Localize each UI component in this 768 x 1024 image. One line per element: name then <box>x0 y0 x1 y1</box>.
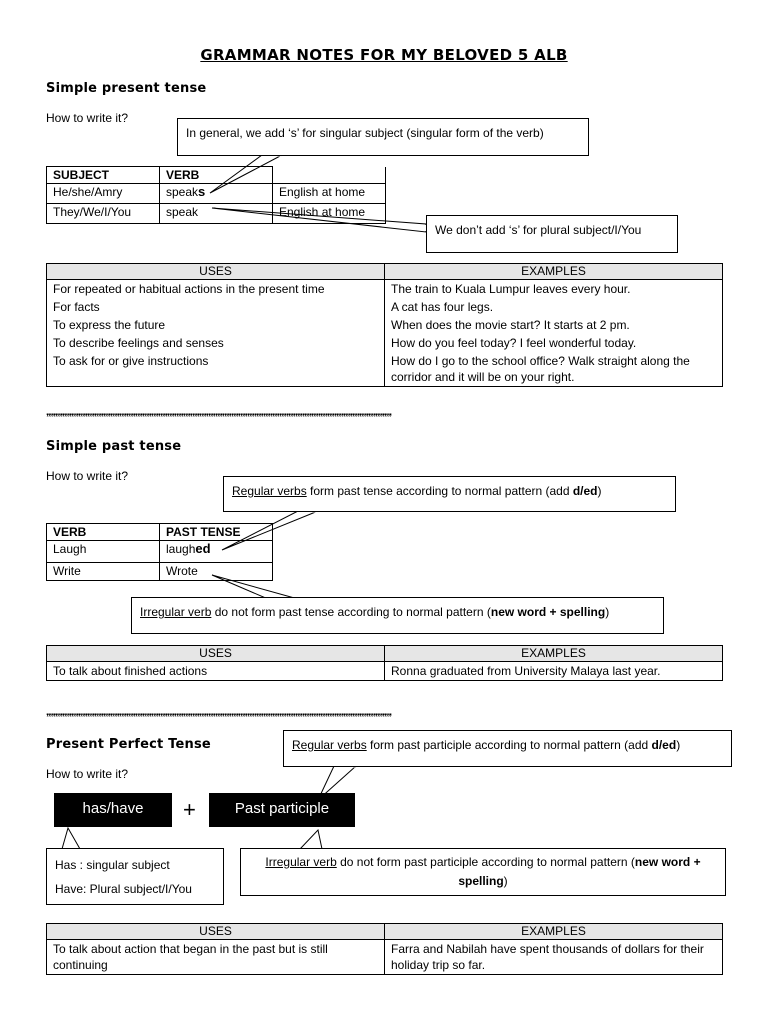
table-row <box>47 204 386 224</box>
table-row <box>47 298 723 316</box>
past-suffix: ed <box>195 541 211 556</box>
subject-cell: They/We/I/You <box>47 204 160 224</box>
table-row <box>47 184 386 204</box>
example-cell: How do you feel today? I feel wonderful today. <box>385 334 723 352</box>
how-to-label: How to write it? <box>46 767 129 781</box>
past-cell: laughed <box>160 541 273 563</box>
table-row <box>47 280 723 299</box>
callout-regular-participle: Regular verbs form past participle according to normal pattern (add d/ed) <box>283 730 732 767</box>
callout-irregular-participle: Irregular verb do not form past participle according to normal pattern (new word + spelling) <box>240 848 726 896</box>
header-examples: EXAMPLES <box>385 924 723 940</box>
verb-suffix: s <box>198 184 206 199</box>
section-heading-simple-present: Simple present tense <box>46 81 207 96</box>
use-cell: To express the future <box>47 316 385 334</box>
past-form-table <box>46 523 273 581</box>
present-uses-table <box>46 263 723 387</box>
callout-irregular-past: Irregular verb do not form past tense according to normal pattern (new word + spelling) <box>131 597 664 634</box>
header-uses: USES <box>47 264 385 280</box>
header-subject: SUBJECT <box>47 167 160 184</box>
example-cell: When does the movie start? It starts at 2 pm. <box>385 316 723 334</box>
object-cell: English at home <box>273 184 386 204</box>
header-uses: USES <box>47 646 385 662</box>
past-uses-table <box>46 645 723 681</box>
perfect-uses-table <box>46 923 723 975</box>
page-title: GRAMMAR NOTES FOR MY BELOVED 5 ALB <box>200 46 568 64</box>
use-cell: To ask for or give instructions <box>47 352 385 387</box>
use-cell: For repeated or habitual actions in the present time <box>47 280 385 299</box>
use-cell: To talk about action that began in the past but is still continuing <box>47 940 385 975</box>
table-row <box>47 352 723 387</box>
pointer-irregular-participle <box>300 830 322 849</box>
callout-regular-past: Regular verbs form past tense according to normal pattern (add d/ed) <box>223 476 676 512</box>
callout-singular: In general, we add ‘s’ for singular subject (singular form of the verb) <box>177 118 589 156</box>
verb-cell: speak <box>160 204 273 224</box>
example-cell: How do I go to the school office? Walk straight along the corridor and it will be on your right. <box>385 352 723 387</box>
callout-plural: We don’t add ‘s’ for plural subject/I/You <box>426 215 678 253</box>
table-row <box>47 541 273 563</box>
object-cell: English at home <box>273 204 386 224</box>
example-cell: The train to Kuala Lumpur leaves every hour. <box>385 280 723 299</box>
pointer-has-have <box>62 828 80 849</box>
verb-cell: speaks <box>160 184 273 204</box>
example-cell: Farra and Nabilah have spent thousands of dollars for their holiday trip so far. <box>385 940 723 975</box>
subject-cell: He/she/Amry <box>47 184 160 204</box>
example-cell: A cat has four legs. <box>385 298 723 316</box>
plus-sign: + <box>183 797 196 822</box>
section-heading-simple-past: Simple past tense <box>46 439 182 454</box>
example-cell: Ronna graduated from University Malaya last year. <box>385 662 723 681</box>
table-row <box>47 334 723 352</box>
section-heading-present-perfect: Present Perfect Tense <box>46 737 211 752</box>
use-cell: To describe feelings and senses <box>47 334 385 352</box>
table-row <box>47 563 273 581</box>
header-verb: VERB <box>160 167 273 184</box>
header-past-tense: PAST TENSE <box>160 524 273 541</box>
section-divider: ,,,,,,,,,,,,,,,,,,,,,,,,,,,,,,,,,,,,,,,,,,,,,,,,,,,,,,,,,,,,,,,,,,,,,,,,,,,,,,,,,,,,,,,,,,,,,,,,,,,,,,,,,,,,,,,,,,,,,,,,,,,,,,,,,,,,,,,,,,,,,,,,,,,,,,,,,,,,,,,,,,,,,,,,,,,,,,,,,,,,,,,,,,,,,,,,,, <box>46 709 391 717</box>
use-cell: To talk about finished actions <box>47 662 385 681</box>
table-row <box>47 662 723 681</box>
past-participle-box: Past participle <box>209 793 355 827</box>
use-cell: For facts <box>47 298 385 316</box>
header-verb: VERB <box>47 524 160 541</box>
verb-cell: Laugh <box>47 541 160 563</box>
table-row <box>47 316 723 334</box>
header-examples: EXAMPLES <box>385 264 723 280</box>
present-form-table <box>46 166 386 224</box>
header-uses: USES <box>47 924 385 940</box>
callout-has-have: Has : singular subject Have: Plural subject/I/You <box>46 848 224 905</box>
verb-cell: Write <box>47 563 160 581</box>
how-to-label: How to write it? <box>46 111 129 125</box>
past-cell: Wrote <box>160 563 273 581</box>
has-have-box: has/have <box>54 793 172 827</box>
table-row <box>47 940 723 975</box>
section-divider: ,,,,,,,,,,,,,,,,,,,,,,,,,,,,,,,,,,,,,,,,,,,,,,,,,,,,,,,,,,,,,,,,,,,,,,,,,,,,,,,,,,,,,,,,,,,,,,,,,,,,,,,,,,,,,,,,,,,,,,,,,,,,,,,,,,,,,,,,,,,,,,,,,,,,,,,,,,,,,,,,,,,,,,,,,,,,,,,,,,,,,,,,,,,,,,,,,, <box>46 409 391 417</box>
header-examples: EXAMPLES <box>385 646 723 662</box>
how-to-label: How to write it? <box>46 469 129 483</box>
